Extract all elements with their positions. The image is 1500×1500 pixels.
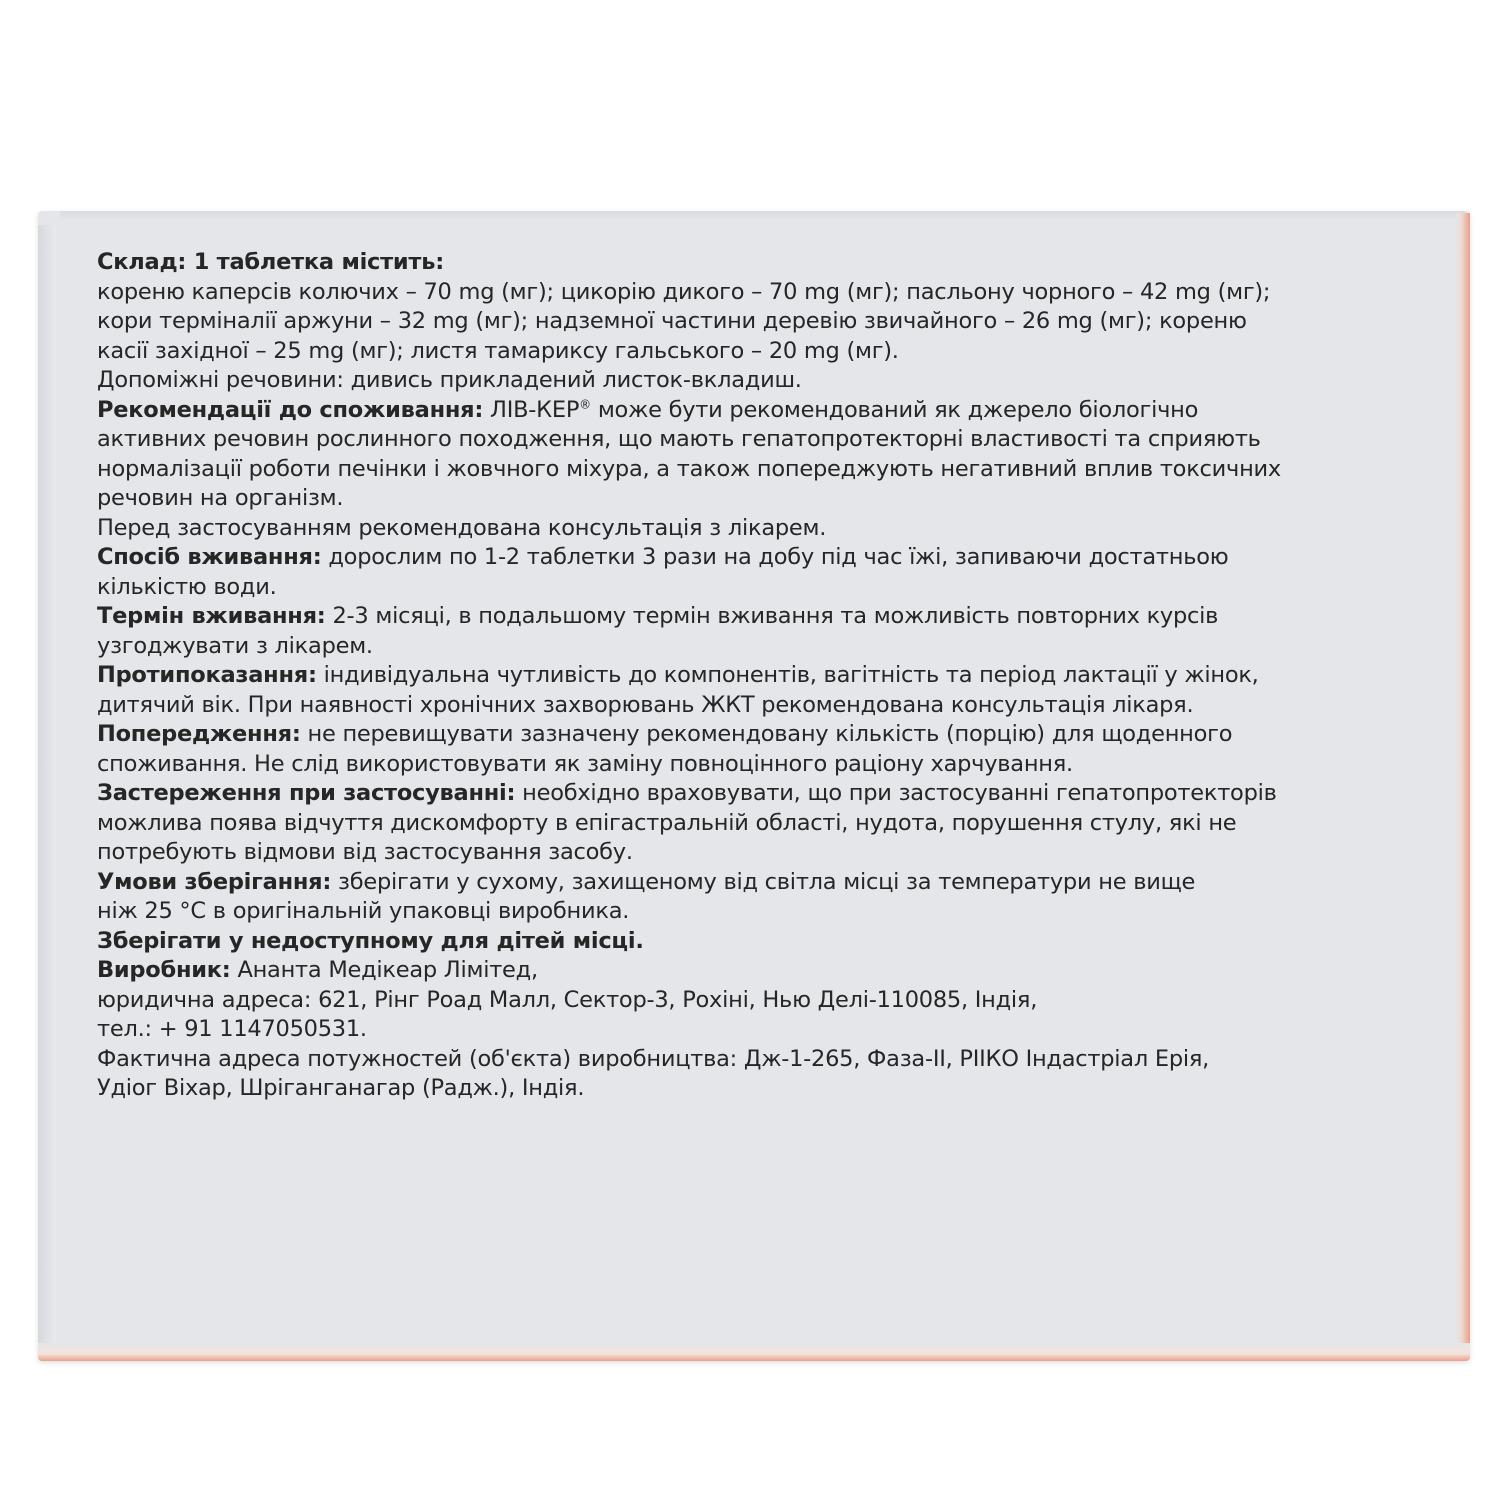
manufacturer-name: Ананта Медікеар Лімітед, [237,957,538,983]
usage-line: кількістю води. [97,573,277,600]
brand-name: ЛІВ-КЕР [490,396,580,423]
duration-label: Термін вживання: [97,603,326,629]
ingredients-line: касії західної – 25 mg (мг); листя тамариксу гальського – 20 mg (мг). [97,337,899,364]
precautions-line: можлива поява відчуття дискомфорту в епігастральній області, нудота, порушення стулу, які не [97,809,1237,836]
legal-address: юридична адреса: 621, Рінг Роад Малл, Сектор-3, Рохіні, Нью Делі-110085, Індія, [97,986,1038,1013]
actual-address: Удіог Віхар, Шріганганагар (Радж.), Індія. [97,1075,585,1101]
ingredients-line: кореню каперсів колючих – 70 mg (мг); цикорію дикого – 70 mg (мг); пасльону чорного – 42 mg (мг); [97,278,1271,305]
storage-text: зберігати у сухому, захищеному від світла місці за температури не вище [338,868,1196,895]
contraindications-label: Протипоказання: [97,662,317,688]
package-bottom-edge [38,1343,1470,1361]
recommendations-line: нормалізації роботи печінки і жовчного міхура, а також попереджують негативний вплив токсичних [97,455,1281,482]
recommendations-text: може бути рекомендований як джерело біологічно [597,396,1199,423]
warning-line: споживання. Не слід використовувати як заміну повноцінного раціону харчування. [97,750,1073,777]
warning-text: не перевищувати зазначену рекомендовану кількість (порцію) для щоденного [307,721,1233,747]
contraindications-section [97,661,1437,691]
recommendations-section [97,396,1437,426]
precautions-line: потребують відмови від застосування засобу. [97,839,633,865]
package-right-edge [1456,213,1470,1359]
precautions-label: Застереження при застосуванні: [97,780,516,806]
children-warning: Зберігати у недоступному для дітей місці. [97,927,644,954]
phone-number: тел.: + 91 1147050531. [97,1016,367,1042]
composition-heading: Склад: 1 таблетка містить: [97,249,444,275]
storage-section [97,868,1437,898]
contraindications-line: дитячий вік. При наявності хронічних захворювань ЖКТ рекомендована консультація лікаря. [97,691,1194,718]
recommendations-line: активних речовин рослинного походження, що мають гепатопротекторні властивості та сприяють [97,426,1261,452]
package-left-edge [38,225,56,1345]
package-top-edge [60,211,1465,221]
actual-address: Фактична адреса потужностей (об'єкта) виробництва: Дж-1-265, Фаза-ІІ, РІІКО Індастріал Ерія, [97,1045,1210,1072]
consult-line: Перед застосуванням рекомендована консультація з лікарем. [97,514,827,541]
label-text [97,248,1437,1104]
duration-text: 2-3 місяці, в подальшому термін вживання та можливість повторних курсів [332,603,1219,629]
duration-section [97,602,1437,632]
ingredients-line: кори терміналії аржуни – 32 mg (мг); надземної частини деревію звичайного – 26 mg (мг); кореню [97,308,1247,334]
precautions-text: необхідно враховувати, що при застосуванні гепатопротекторів [522,780,1277,806]
registered-mark: ® [579,397,591,411]
recommendations-line: речовин на організм. [97,485,344,511]
usage-text: дорослим по 1-2 таблетки 3 рази на добу під час їжі, запиваючи достатньою [328,544,1229,570]
usage-section [97,543,1437,573]
duration-line: узгоджувати з лікарем. [97,632,373,659]
precautions-section [97,779,1437,809]
contraindications-text: індивідуальна чутливість до компонентів, вагітність та період лактації у жінок, [323,662,1259,688]
storage-line: ніж 25 °С в оригінальній упаковці виробника. [97,898,630,924]
warning-label: Попередження: [97,721,301,747]
warning-section [97,720,1437,750]
excipients-line: Допоміжні речовини: дивись прикладений листок-вкладиш. [97,367,802,393]
manufacturer-label: Виробник: [97,957,231,983]
recommendations-label: Рекомендації до споживання: [97,396,484,423]
storage-label: Умови зберігання: [97,868,332,895]
manufacturer-section [97,956,1437,986]
usage-label: Спосіб вживання: [97,544,322,570]
